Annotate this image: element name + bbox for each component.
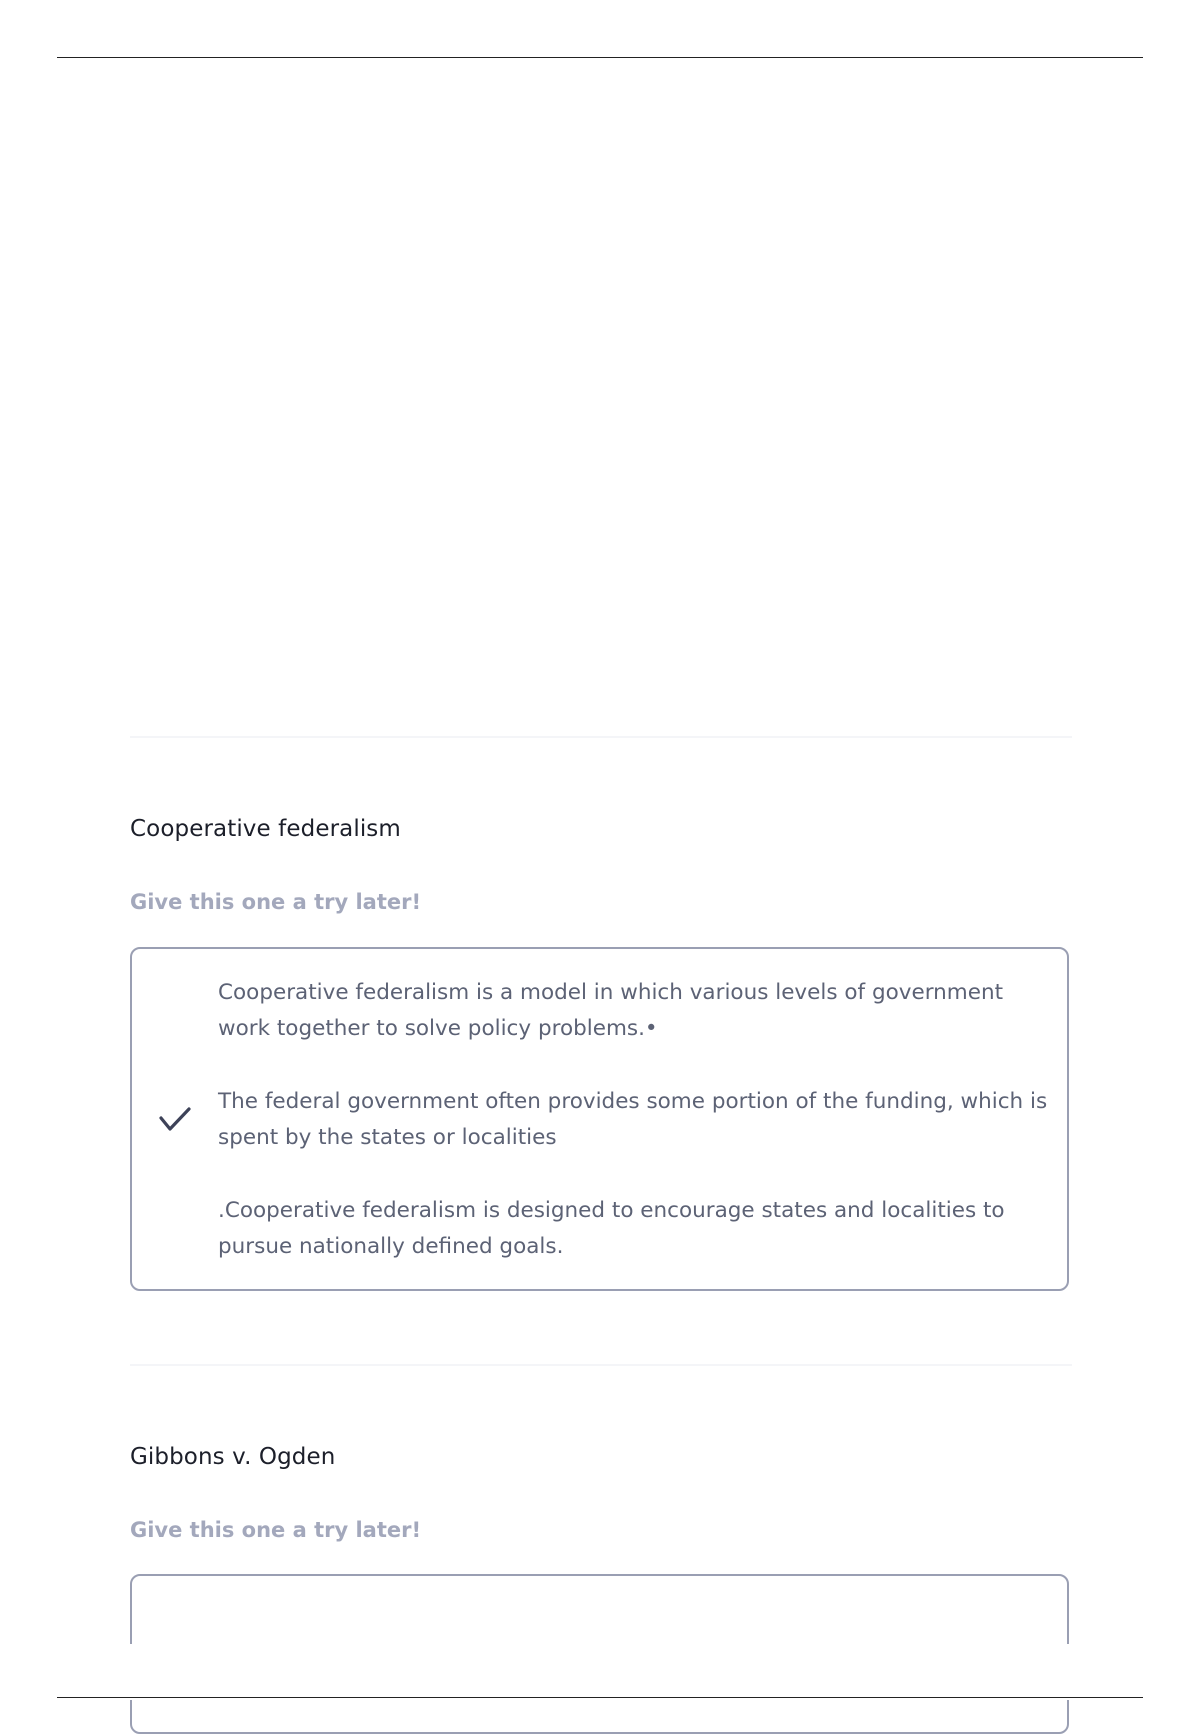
answer-paragraph: The federal government often provides some portion of the funding, which is spent by the states or localities xyxy=(218,1089,1048,1150)
answer-text xyxy=(218,975,1048,1265)
card-divider xyxy=(130,1364,1072,1366)
checkmark-icon xyxy=(158,1104,192,1134)
page-break-mask xyxy=(0,1644,1200,1700)
answer-paragraph: .Cooperative federalism is designed to encourage states and localities to pursue nationally defined goals. xyxy=(218,1198,1005,1259)
card-status: Give this one a try later! xyxy=(130,890,422,914)
page-top-rule xyxy=(57,57,1143,58)
page-bottom-rule xyxy=(57,1697,1143,1698)
card-divider xyxy=(130,736,1072,738)
answer-box[interactable] xyxy=(130,947,1069,1291)
answer-paragraph: Cooperative federalism is a model in which various levels of government work together to solve policy problems.• xyxy=(218,980,1004,1041)
card-term: Cooperative federalism xyxy=(130,816,401,842)
card-status: Give this one a try later! xyxy=(130,1518,422,1542)
card-term: Gibbons v. Ogden xyxy=(130,1444,336,1470)
